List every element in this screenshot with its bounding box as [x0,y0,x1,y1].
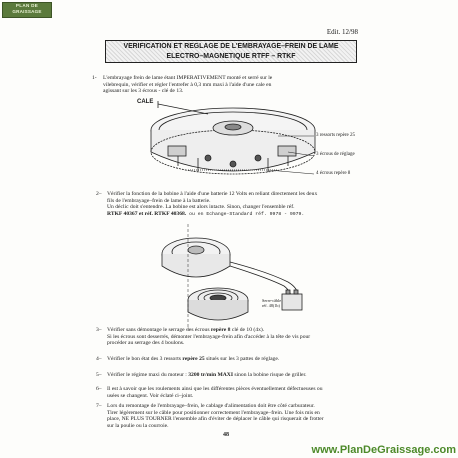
title-line-2: ELECTRO–MAGNETIQUE RTFF – RTKF [166,53,296,60]
figure1-label-adjusting-nuts: 3 écrous de réglage [316,152,355,157]
step-1-line-1: L'embrayage frein de lame étant IMPERATIVEMENT monté et serré sur le [103,75,273,81]
step-1-line-2: vilebrequin, vérifier et régler l'entrefer à 0,3 mm maxi à l'aide d'une cale en [103,81,272,88]
step-2-exchange-refs: ou en Echange-Standard réf. 9978 - 9979. [186,211,305,217]
figure1-label-nuts-ref8: 4 écrous repère 8 [316,171,351,176]
logo-line-1: PLAN DE [15,3,39,8]
step-7-number: 7– [96,403,102,409]
step-7-line-4: sur la poulie ou la courroie. [107,422,169,429]
step-2-text [107,191,317,218]
step-6-line-1: Il est à savoir que les roulements ainsi que les différentes pièces éventuellement défectueuses ou [107,386,323,392]
step-7-text [107,403,324,429]
step-3-line-2: Si les écrous sont desserrés, démonter l'embrayage-frein afin d'accéder à la tête de vis pour [107,333,311,340]
step-3-line-1: Vérifier sans démontage le serrage des écrous repère 8 clé de 10 (4x). [107,327,265,333]
step-1-text [103,75,272,95]
step-7-line-3: place, NE PLUS TOURNER l'ensemble afin d'éviter de déplacer le câble qui risquerait de frotter [107,416,324,423]
footer-website-link[interactable]: www.PlanDeGraissage.com [311,444,456,456]
step-4-number: 4– [96,356,102,362]
step-3-line-3: procéder au serrage des 4 boulons. [107,340,185,347]
figure1-cale-label: CALE [137,99,154,105]
brand-logo[interactable] [2,2,52,18]
step-2-line-4 [107,211,317,219]
step-7-line-2: Tirer légèrement sur le câble pour positionner correctement l'embrayage–frein. Une fois mis en [107,409,320,416]
step-5-number: 5– [96,372,102,378]
figure2-label-cable-tie [262,298,281,308]
step-5-text: Vérifier le régime maxi du moteur : 3200 tr/min MAXI sinon la bobine risque de griller. [107,372,307,378]
step-7-line-1: Lors du remontage de l'embrayage–frein, le cablage d'alimentation doit être côté carburateur. [107,403,315,409]
cable-tie-label: Serre-câble [262,298,282,303]
title-line-1: VERIFICATION ET REGLAGE DE L'EMBRAYAGE–FREIN DE LAME [123,43,339,50]
cable-tie-ref: réf. 48(1b) [262,303,280,308]
step-2-part-refs: RTKF 40367 et réf. RTKF 40368. [107,210,187,217]
step-1-line-3: agissant sur les 3 écrous - clé de 13. [103,88,184,95]
step-4-text: Vérifier le bon état des 3 ressorts repère 25 situés sur les 3 pattes de réglage. [107,356,280,362]
edition-label: Edit. 12/98 [326,28,358,36]
figure-clutch-adjustment [138,100,338,192]
figure-coil-test [148,222,328,330]
step-2-number: 2– [96,191,102,197]
step-6-number: 6– [96,386,102,392]
step-3-number: 3– [96,327,102,333]
page-title [105,40,357,63]
figure1-label-springs: 3 ressorts repère 25 [316,133,356,138]
logo-line-2: GRAISSAGE [12,9,42,14]
step-3-text [107,327,310,347]
page-number: 48 [223,432,229,438]
step-2-line-3: Un déclic doit s'entendre. La bobine est alors intacte. Sinon, changer l'ensemble réf. [107,204,295,211]
step-2-line-2: fils de l'embrayage–frein de lame à la batterie. [107,197,211,204]
step-2-line-1: Vérifier la fonction de la bobine à l'aide d'une batterie 12 Volts en reliant directement les deux [107,191,318,197]
step-6-line-2: usées se changent. Voir éclaté ci–joint. [107,392,194,399]
step-1-number: 1- [92,75,97,81]
step-6-text [107,386,323,399]
